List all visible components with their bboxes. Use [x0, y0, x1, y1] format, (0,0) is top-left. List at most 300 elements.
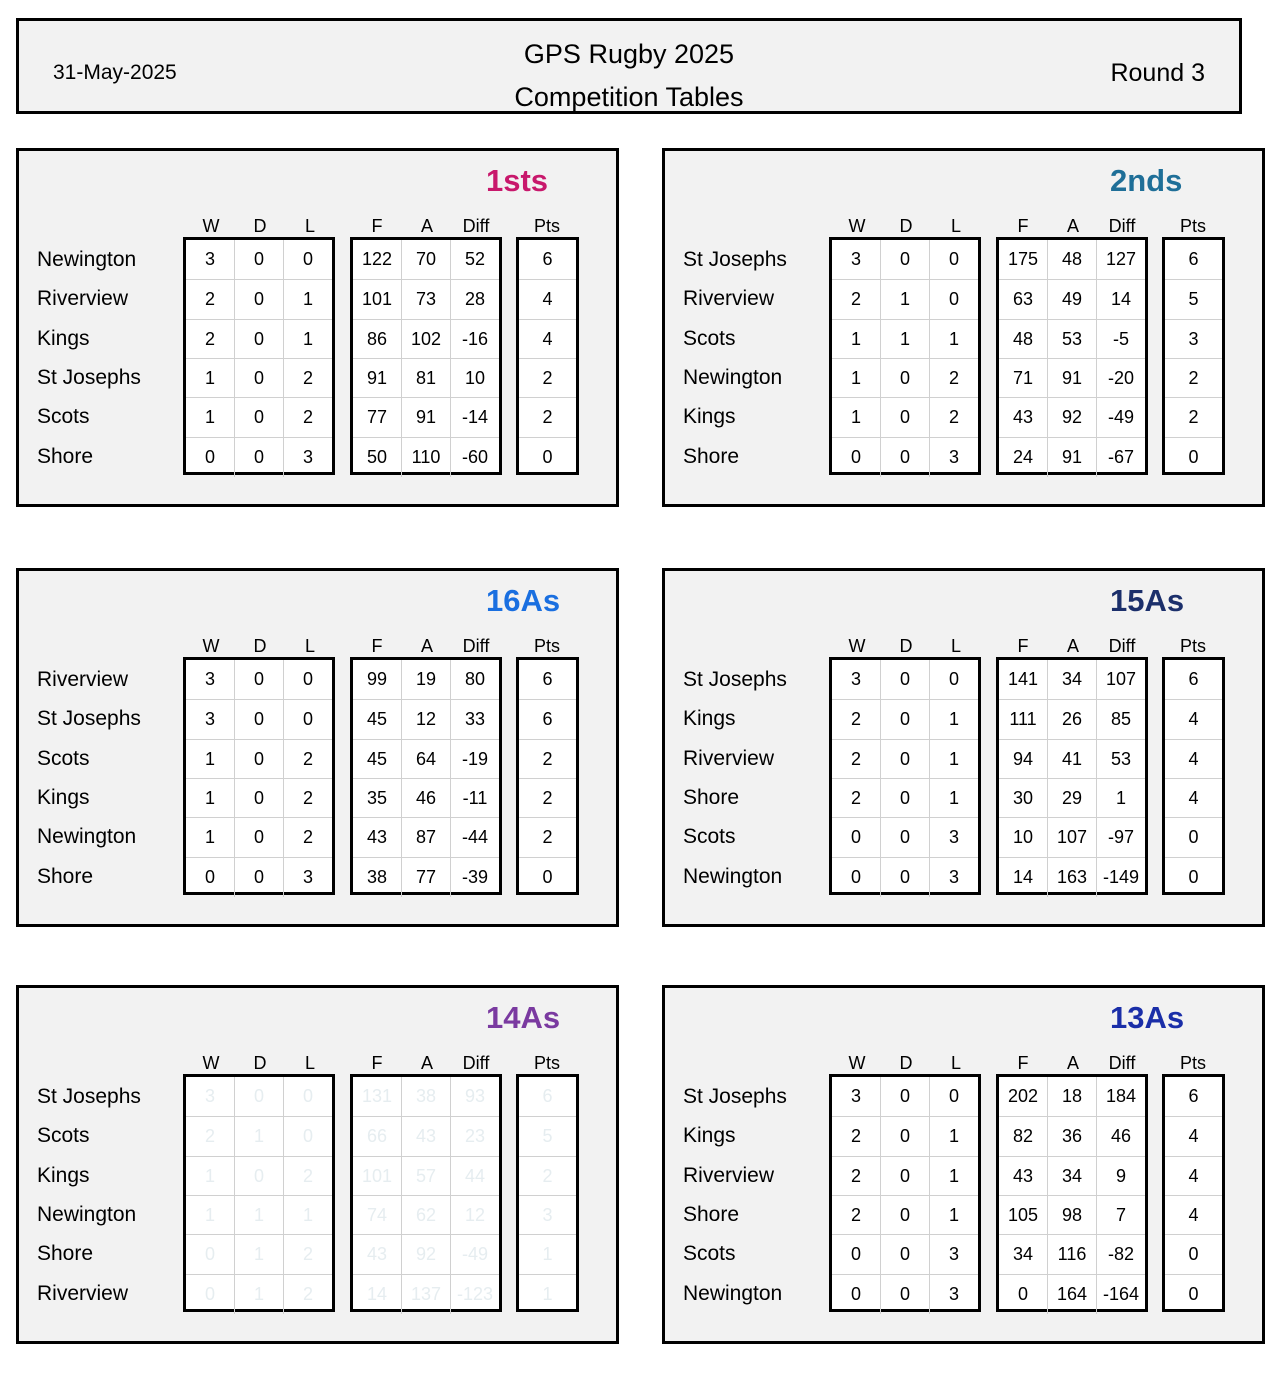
- cell-w: 0: [204, 866, 215, 887]
- cell-l: 1: [929, 779, 978, 818]
- cell-diff: 107: [1096, 660, 1145, 699]
- cell-l: 3: [929, 1235, 978, 1274]
- team-name: Kings: [37, 1163, 90, 1187]
- cell-pts: 3: [1188, 328, 1199, 349]
- cell-d: 1: [234, 1196, 283, 1235]
- table-row: [1165, 397, 1222, 437]
- column-header-d: D: [899, 216, 913, 236]
- table-row: [999, 397, 1145, 437]
- column-header-d: D: [253, 1053, 267, 1073]
- table-row: [519, 279, 576, 319]
- points-box: [516, 657, 579, 895]
- table-row: [999, 778, 1145, 818]
- cell-f: 175: [1007, 249, 1039, 270]
- table-row: [353, 1274, 499, 1314]
- team-name: Riverview: [683, 746, 775, 770]
- cell-a: 19: [401, 660, 450, 699]
- cell-l: 1: [929, 1196, 978, 1235]
- cell-pts: 6: [1188, 669, 1199, 690]
- table-row: [353, 397, 499, 437]
- cell-d: 0: [880, 1157, 929, 1196]
- cell-w: 3: [850, 1086, 861, 1107]
- cell-w: 3: [204, 709, 215, 730]
- table-row: [353, 358, 499, 398]
- cell-w: 2: [204, 328, 215, 349]
- cell-pts: 0: [1188, 1283, 1199, 1304]
- table-panel-16as: [16, 568, 619, 927]
- cell-f: 86: [366, 328, 388, 349]
- table-row: [353, 739, 499, 779]
- table-row: [186, 1195, 332, 1235]
- column-header-f: F: [1017, 216, 1029, 236]
- column-header-l: L: [304, 636, 315, 656]
- column-header-a: A: [1066, 216, 1079, 236]
- cell-w: 2: [850, 748, 861, 769]
- cell-pts: 0: [542, 446, 553, 467]
- team-name: Kings: [37, 326, 90, 350]
- column-header-d: D: [253, 216, 267, 236]
- team-name: Newington: [37, 248, 137, 271]
- cell-pts: 6: [542, 669, 553, 690]
- table-row: [999, 739, 1145, 779]
- page-title: [19, 33, 1239, 119]
- table-row: [1165, 1156, 1222, 1196]
- table-row: [519, 857, 576, 897]
- team-name: St Josephs: [683, 668, 787, 691]
- cell-f: 66: [366, 1126, 388, 1147]
- team-name: Kings: [683, 405, 736, 429]
- cell-l: 3: [283, 438, 332, 477]
- cell-diff: 9: [1096, 1157, 1145, 1196]
- cell-f: 0: [1017, 1283, 1028, 1304]
- table-row: [1165, 660, 1222, 699]
- cell-pts: 5: [1188, 289, 1199, 310]
- table-row: [519, 437, 576, 477]
- table-row: [1165, 699, 1222, 739]
- cell-a: 98: [1047, 1196, 1096, 1235]
- table-row: [999, 857, 1145, 897]
- cell-pts: 2: [542, 368, 553, 389]
- cell-diff: 7: [1096, 1196, 1145, 1235]
- cell-pts: 2: [1188, 368, 1199, 389]
- cell-diff: -39: [450, 858, 499, 897]
- points-box: [516, 1074, 579, 1312]
- cell-f: 14: [366, 1283, 388, 1304]
- team-name: Riverview: [683, 1163, 775, 1187]
- team-name: St Josephs: [37, 707, 141, 731]
- cell-a: 49: [1047, 280, 1096, 319]
- cell-w: 1: [204, 368, 215, 389]
- table-row: [353, 660, 499, 699]
- results-box: [829, 237, 981, 475]
- table-row: [519, 397, 576, 437]
- team-name: Scots: [683, 825, 736, 849]
- cell-w: 1: [204, 407, 215, 428]
- cell-w: 1: [204, 1205, 215, 1226]
- cell-d: 0: [880, 1275, 929, 1314]
- cell-diff: 44: [450, 1157, 499, 1196]
- cell-w: 2: [850, 709, 861, 730]
- cell-f: 99: [366, 669, 388, 690]
- cell-d: 0: [880, 1196, 929, 1235]
- cell-w: 2: [850, 788, 861, 809]
- cell-a: 91: [1047, 438, 1096, 477]
- cell-f: 45: [366, 709, 388, 730]
- cell-w: 2: [850, 1165, 861, 1186]
- cell-a: 41: [1047, 740, 1096, 779]
- cell-pts: 6: [542, 709, 553, 730]
- cell-a: 91: [401, 398, 450, 437]
- table-row: [1165, 1234, 1222, 1274]
- cell-d: 0: [880, 818, 929, 857]
- cell-a: 29: [1047, 779, 1096, 818]
- cell-l: 3: [929, 438, 978, 477]
- cell-a: 34: [1047, 660, 1096, 699]
- cell-a: 62: [401, 1196, 450, 1235]
- cell-l: 3: [283, 858, 332, 897]
- cell-f: 82: [1012, 1126, 1034, 1147]
- table-row: [1165, 1077, 1222, 1116]
- table-panel-2nds: [662, 148, 1265, 507]
- table-row: [353, 1077, 499, 1116]
- column-header-pts: Pts: [1179, 216, 1206, 236]
- cell-l: 2: [283, 398, 332, 437]
- results-box: [183, 237, 335, 475]
- table-row: [832, 1156, 978, 1196]
- table-row: [353, 817, 499, 857]
- cell-l: 0: [929, 660, 978, 699]
- cell-pts: 1: [542, 1283, 553, 1304]
- cell-f: 10: [1012, 827, 1034, 848]
- cell-w: 0: [850, 866, 861, 887]
- column-header-pts: Pts: [1179, 636, 1206, 656]
- cell-l: 1: [929, 1157, 978, 1196]
- team-name: Riverview: [37, 1281, 129, 1305]
- cell-d: 0: [880, 438, 929, 477]
- cell-a: 46: [401, 779, 450, 818]
- table-row: [353, 1234, 499, 1274]
- table-row: [519, 699, 576, 739]
- table-title: 1sts: [486, 163, 549, 198]
- cell-l: 2: [283, 740, 332, 779]
- scores-box: [350, 1074, 502, 1312]
- cell-a: 107: [1047, 818, 1096, 857]
- points-box: [1162, 657, 1225, 895]
- cell-pts: 0: [1188, 866, 1199, 887]
- team-name: Riverview: [37, 287, 129, 311]
- table-row: [519, 1234, 576, 1274]
- cell-f: 141: [1007, 669, 1039, 690]
- cell-l: 0: [283, 240, 332, 279]
- cell-f: 202: [1007, 1086, 1039, 1107]
- cell-pts: 4: [542, 328, 553, 349]
- report-date: 31-May-2025: [53, 61, 177, 84]
- team-name: Newington: [37, 1202, 137, 1226]
- column-header-f: F: [371, 216, 383, 236]
- table-title: 2nds: [1110, 163, 1183, 198]
- cell-d: 0: [880, 1077, 929, 1116]
- cell-diff: 28: [450, 280, 499, 319]
- cell-d: 0: [234, 660, 283, 699]
- table-row: [999, 1116, 1145, 1156]
- table-row: [832, 1274, 978, 1314]
- table-row: [353, 857, 499, 897]
- cell-diff: 85: [1096, 700, 1145, 739]
- cell-diff: -44: [450, 818, 499, 857]
- cell-d: 0: [234, 320, 283, 359]
- cell-f: 105: [1007, 1205, 1039, 1226]
- table-row: [832, 1195, 978, 1235]
- team-name: Shore: [683, 1202, 740, 1226]
- team-name: Scots: [37, 405, 90, 429]
- table-row: [519, 1274, 576, 1314]
- cell-diff: -97: [1096, 818, 1145, 857]
- column-header-f: F: [1017, 1053, 1029, 1073]
- cell-d: 0: [234, 280, 283, 319]
- table-row: [832, 857, 978, 897]
- cell-diff: 80: [450, 660, 499, 699]
- table-row: [186, 857, 332, 897]
- column-header-f: F: [371, 636, 383, 656]
- cell-w: 0: [204, 1283, 215, 1304]
- table-row: [186, 1077, 332, 1116]
- team-name: St Josephs: [683, 1085, 787, 1108]
- cell-w: 3: [204, 249, 215, 270]
- column-header-w: W: [202, 1053, 220, 1073]
- cell-a: 77: [401, 858, 450, 897]
- cell-pts: 6: [1188, 249, 1199, 270]
- cell-f: 14: [1012, 866, 1034, 887]
- table-row: [519, 817, 576, 857]
- team-name: Shore: [37, 444, 94, 468]
- cell-f: 43: [366, 1244, 388, 1265]
- cell-diff: 1: [1096, 779, 1145, 818]
- cell-d: 0: [234, 818, 283, 857]
- cell-pts: 6: [542, 249, 553, 270]
- cell-w: 1: [204, 788, 215, 809]
- cell-pts: 0: [542, 866, 553, 887]
- cell-l: 1: [929, 1117, 978, 1156]
- table-row: [353, 699, 499, 739]
- cell-f: 101: [361, 1165, 393, 1186]
- table-row: [519, 1077, 576, 1116]
- cell-l: 1: [283, 1196, 332, 1235]
- table-row: [519, 1116, 576, 1156]
- results-box: [183, 657, 335, 895]
- cell-f: 34: [1012, 1244, 1034, 1265]
- cell-a: 34: [1047, 1157, 1096, 1196]
- cell-diff: 10: [450, 359, 499, 398]
- cell-pts: 2: [542, 407, 553, 428]
- table-row: [186, 778, 332, 818]
- table-row: [1165, 857, 1222, 897]
- cell-f: 122: [361, 249, 393, 270]
- cell-pts: 4: [1188, 1205, 1199, 1226]
- column-header-l: L: [304, 1053, 315, 1073]
- cell-l: 2: [283, 1157, 332, 1196]
- table-row: [186, 1116, 332, 1156]
- cell-f: 45: [366, 748, 388, 769]
- title-line-2: Competition Tables: [514, 82, 744, 112]
- table-row: [832, 358, 978, 398]
- cell-a: 116: [1047, 1235, 1096, 1274]
- cell-f: 111: [1009, 709, 1037, 730]
- column-header-pts: Pts: [533, 216, 560, 236]
- cell-pts: 4: [1188, 788, 1199, 809]
- cell-l: 2: [283, 1275, 332, 1314]
- cell-l: 1: [929, 700, 978, 739]
- table-row: [1165, 1274, 1222, 1314]
- cell-a: 53: [1047, 320, 1096, 359]
- cell-diff: -16: [450, 320, 499, 359]
- table-row: [186, 358, 332, 398]
- table-row: [186, 699, 332, 739]
- cell-pts: 4: [1188, 709, 1199, 730]
- cell-d: 0: [880, 700, 929, 739]
- round-label: Round 3: [1110, 59, 1205, 87]
- cell-a: 12: [401, 700, 450, 739]
- column-header-f: F: [1017, 636, 1029, 656]
- table-row: [832, 660, 978, 699]
- cell-diff: 127: [1096, 240, 1145, 279]
- cell-diff: 53: [1096, 740, 1145, 779]
- cell-f: 48: [1012, 328, 1034, 349]
- cell-w: 1: [204, 827, 215, 848]
- cell-a: 163: [1047, 858, 1096, 897]
- cell-diff: -67: [1096, 438, 1145, 477]
- cell-f: 71: [1012, 368, 1034, 389]
- table-panel-13as: [662, 985, 1265, 1344]
- cell-pts: 4: [1188, 748, 1199, 769]
- table-row: [999, 1077, 1145, 1116]
- table-row: [999, 240, 1145, 279]
- team-name: Riverview: [683, 287, 775, 311]
- cell-pts: 4: [1188, 1165, 1199, 1186]
- cell-a: 57: [401, 1157, 450, 1196]
- points-box: [1162, 1074, 1225, 1312]
- cell-w: 1: [204, 748, 215, 769]
- table-row: [832, 1116, 978, 1156]
- cell-diff: -14: [450, 398, 499, 437]
- cell-l: 2: [283, 359, 332, 398]
- column-header-diff: Diff: [1108, 216, 1136, 236]
- cell-f: 101: [361, 289, 393, 310]
- team-name: Shore: [37, 1242, 94, 1266]
- cell-a: 38: [401, 1077, 450, 1116]
- column-header-w: W: [848, 216, 866, 236]
- cell-f: 30: [1012, 788, 1034, 809]
- cell-pts: 1: [542, 1244, 553, 1265]
- team-name: St Josephs: [37, 365, 141, 389]
- cell-pts: 5: [542, 1126, 553, 1147]
- scores-box: [350, 237, 502, 475]
- team-name: Riverview: [37, 668, 129, 691]
- cell-f: 35: [366, 788, 388, 809]
- team-name: Shore: [37, 864, 94, 888]
- cell-w: 2: [204, 1126, 215, 1147]
- table-row: [186, 660, 332, 699]
- table-row: [1165, 437, 1222, 477]
- cell-l: 0: [283, 660, 332, 699]
- cell-d: 0: [234, 858, 283, 897]
- column-header-w: W: [202, 636, 220, 656]
- cell-a: 102: [401, 320, 450, 359]
- column-header-l: L: [950, 216, 961, 236]
- cell-diff: 184: [1096, 1077, 1145, 1116]
- results-box: [829, 1074, 981, 1312]
- team-name: Kings: [683, 1124, 736, 1148]
- cell-pts: 2: [542, 827, 553, 848]
- table-row: [1165, 358, 1222, 398]
- table-row: [519, 240, 576, 279]
- cell-diff: -123: [450, 1275, 499, 1314]
- cell-d: 0: [234, 779, 283, 818]
- cell-pts: 4: [1188, 1126, 1199, 1147]
- header-banner: [16, 18, 1242, 114]
- cell-d: 0: [880, 858, 929, 897]
- column-header-d: D: [253, 636, 267, 656]
- cell-d: 0: [234, 240, 283, 279]
- cell-a: 18: [1047, 1077, 1096, 1116]
- cell-d: 0: [234, 740, 283, 779]
- cell-d: 0: [234, 438, 283, 477]
- cell-l: 1: [283, 280, 332, 319]
- cell-w: 3: [204, 669, 215, 690]
- cell-a: 164: [1047, 1275, 1096, 1314]
- cell-d: 0: [880, 660, 929, 699]
- column-header-l: L: [950, 1053, 961, 1073]
- team-name: Newington: [683, 864, 783, 888]
- cell-l: 1: [929, 740, 978, 779]
- table-row: [1165, 778, 1222, 818]
- table-row: [832, 279, 978, 319]
- table-row: [999, 319, 1145, 359]
- table-row: [1165, 817, 1222, 857]
- cell-w: 2: [850, 289, 861, 310]
- table-row: [999, 437, 1145, 477]
- cell-l: 2: [283, 818, 332, 857]
- cell-diff: 52: [450, 240, 499, 279]
- table-row: [832, 240, 978, 279]
- team-name: St Josephs: [37, 1085, 141, 1108]
- column-header-a: A: [1066, 1053, 1079, 1073]
- cell-f: 24: [1012, 446, 1034, 467]
- table-row: [832, 1234, 978, 1274]
- team-name: Kings: [37, 785, 90, 809]
- cell-pts: 0: [1188, 446, 1199, 467]
- table-row: [186, 1234, 332, 1274]
- column-header-a: A: [420, 636, 433, 656]
- column-header-w: W: [202, 216, 220, 236]
- cell-diff: 23: [450, 1117, 499, 1156]
- cell-f: 43: [1012, 407, 1034, 428]
- table-row: [353, 240, 499, 279]
- table-row: [186, 397, 332, 437]
- column-header-pts: Pts: [1179, 1053, 1206, 1073]
- cell-l: 0: [929, 240, 978, 279]
- column-header-l: L: [950, 636, 961, 656]
- cell-d: 0: [880, 398, 929, 437]
- cell-diff: 12: [450, 1196, 499, 1235]
- cell-diff: -19: [450, 740, 499, 779]
- team-name: Scots: [683, 1242, 736, 1266]
- cell-f: 131: [361, 1086, 393, 1107]
- cell-w: 0: [850, 1283, 861, 1304]
- cell-f: 43: [1012, 1165, 1034, 1186]
- table-row: [519, 739, 576, 779]
- cell-w: 1: [850, 368, 861, 389]
- cell-d: 0: [234, 1077, 283, 1116]
